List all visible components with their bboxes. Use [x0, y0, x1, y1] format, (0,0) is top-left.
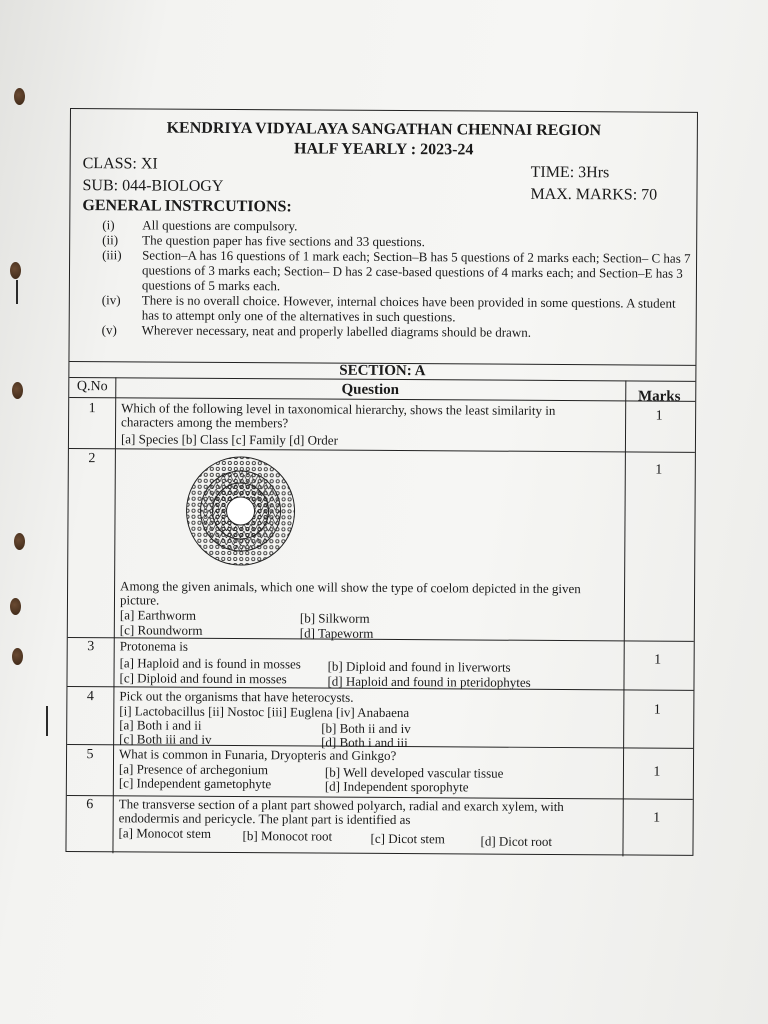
question-options: [a] Species [b] Class [c] Family [d] Order: [120, 431, 338, 448]
question-marks: 1: [655, 462, 663, 478]
question-text: The transverse section of a plant part showed polyarch, radial and exarch xylem, with endodermis and pericycle. The plant part is identified as: [118, 796, 564, 828]
question-number: 6: [86, 797, 94, 813]
option-a: [a] Monocot stem: [118, 825, 212, 841]
question-marks: 1: [653, 764, 661, 780]
time-label: TIME: 3Hrs: [530, 163, 610, 182]
margin-mark: [16, 280, 18, 304]
section-title: SECTION: A: [339, 362, 426, 380]
question-marks: 1: [653, 810, 661, 826]
option-c: [c] Diploid and found in mosses: [119, 670, 287, 687]
margin-mark: [46, 706, 48, 736]
option-b: [b] Silkworm: [299, 610, 370, 626]
question-text: Among the given animals, which one will show the type of coelom depicted in the given picture.: [119, 578, 581, 608]
option-c: [c] Roundworm: [119, 622, 203, 638]
question-number: 1: [88, 401, 96, 417]
punch-hole: [12, 648, 23, 665]
instruction-item: (i) All questions are compulsory.: [102, 217, 298, 234]
option-d: [d] Haploid and found in pteridophytes: [327, 673, 531, 690]
question-marks: 1: [653, 702, 661, 718]
option-b: [b] Monocot root: [242, 828, 333, 844]
instruction-item: (ii) The question paper has five sections and 33 questions.: [102, 232, 425, 250]
col-header-question: Question: [341, 381, 400, 399]
question-marks: 1: [655, 408, 663, 424]
option-c: [c] Both iii and iv: [119, 731, 212, 747]
option-a: [a] Haploid and is found in mosses: [119, 655, 301, 672]
option-c: [c] Dicot stem: [370, 830, 445, 847]
instructions-title: GENERAL INSTRCUTIONS:: [82, 197, 292, 216]
question-number: 3: [87, 639, 95, 655]
punch-hole: [10, 262, 21, 279]
question-text: What is common in Funaria, Dryopteris and Ginkgo?: [119, 746, 397, 764]
option-b: [b] Diploid and found in liverworts: [327, 658, 511, 675]
instruction-item: (iv) There is no overall choice. However, internal choices have been provided in some questions. A student has to attempt only one of the alternatives in such questions.: [101, 292, 676, 325]
punch-hole: [10, 598, 21, 615]
option-d: [d] Independent sporophyte: [324, 778, 469, 795]
option-a: [a] Both i and ii: [119, 717, 202, 733]
option-b: [b] Well developed vascular tissue: [324, 764, 504, 781]
question-number: 4: [86, 689, 94, 705]
coelom-cross-section-diagram-icon: [184, 454, 297, 569]
col-header-qno: Q.No: [76, 379, 108, 395]
exam-title: HALF YEARLY : 2023-24: [293, 140, 474, 159]
option-d: [d] Both i and iii: [321, 734, 408, 751]
option-d: [d] Dicot root: [480, 833, 553, 849]
max-marks-label: MAX. MARKS: 70: [530, 185, 658, 204]
option-a: [a] Presence of archegonium: [118, 761, 269, 778]
instructions-list: [102, 217, 693, 341]
question-text: Which of the following level in taxonomical hierarchy, shows the least similarity in characters among the members?: [121, 400, 556, 431]
instruction-item: (iii) Section–A has 16 questions of 1 mark each; Section–B has 5 questions of 2 marks each; Section– C has 7 questions of 3 marks each; Section– D has 2 case-based questions of 4 marks each; and Section–E has 3 questions of 5 marks each.: [102, 247, 691, 294]
question-list: [i] Lactobacillus [ii] Nostoc [iii] Euglena [iv] Anabaena: [119, 703, 410, 721]
option-d: [d] Tapeworm: [299, 625, 374, 641]
option-b: [b] Both ii and iv: [321, 720, 411, 737]
question-text: Protonema is: [119, 638, 189, 654]
question-number: 2: [88, 451, 96, 467]
punch-hole: [14, 88, 25, 105]
question-paper: [65, 108, 698, 856]
org-title: KENDRIYA VIDYALAYA SANGATHAN CHENNAI REGION: [166, 119, 602, 140]
punch-hole: [12, 382, 23, 399]
instruction-item: (v) Wherever necessary, neat and properly labelled diagrams should be drawn.: [101, 322, 532, 340]
punch-hole: [14, 533, 25, 550]
option-c: [c] Independent gametophyte: [118, 775, 272, 792]
question-text: Pick out the organisms that have heterocysts.: [119, 688, 354, 705]
question-marks: 1: [654, 652, 662, 668]
section-a-table: [69, 361, 695, 849]
option-a: [a] Earthworm: [119, 607, 197, 623]
question-number: 5: [86, 747, 94, 763]
col-header-marks: Marks: [637, 388, 681, 405]
subject-label: SUB: 044-BIOLOGY: [82, 177, 224, 195]
class-label: CLASS: XI: [82, 155, 158, 173]
